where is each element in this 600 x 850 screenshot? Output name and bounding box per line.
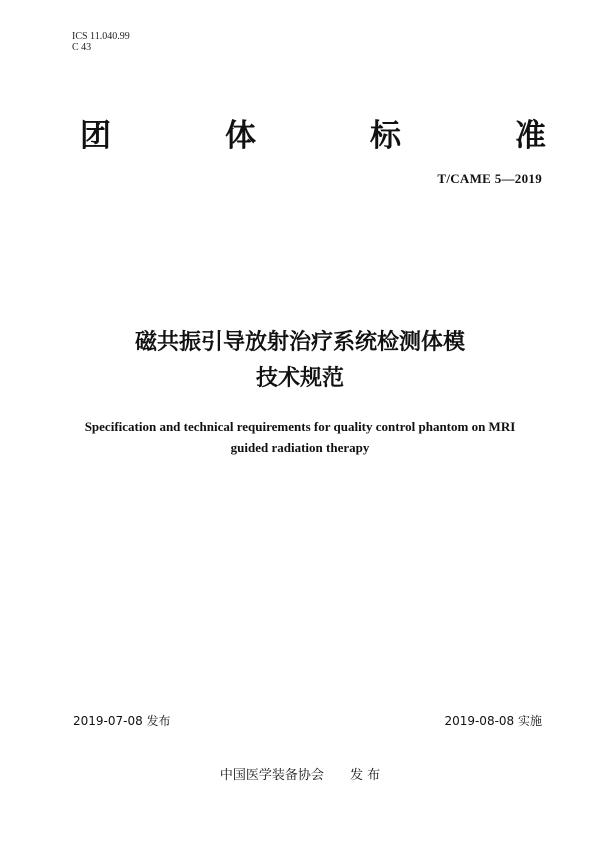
publish-date: 2019-07-08 发布 bbox=[73, 714, 171, 728]
chinese-title-line-2: 技术规范 bbox=[255, 366, 344, 391]
implement-date: 2019-08-08 实施 bbox=[444, 714, 542, 728]
english-title-line-2: guided radiation therapy bbox=[230, 440, 370, 455]
standard-type-char: 标 bbox=[370, 118, 401, 154]
standard-type-char: 团 bbox=[80, 118, 111, 154]
ccs-code: C 43 bbox=[72, 42, 92, 53]
ics-code: ICS 11.040.99 bbox=[72, 31, 130, 42]
english-title-line-1: Specification and technical requirements for quality control phantom on MRI bbox=[84, 419, 516, 434]
issuer-line bbox=[0, 764, 600, 783]
classification-codes bbox=[72, 31, 130, 53]
issuer-action: 发 布 bbox=[349, 768, 381, 783]
standard-type-char: 体 bbox=[225, 118, 256, 154]
issuer-name: 中国医学装备协会 bbox=[219, 768, 324, 783]
standard-type-heading bbox=[80, 110, 546, 155]
standard-type-char: 准 bbox=[515, 118, 546, 154]
standard-code: T/CAME 5—2019 bbox=[437, 171, 542, 186]
chinese-title-line-1: 磁共振引导放射治疗系统检测体模 bbox=[134, 330, 465, 355]
